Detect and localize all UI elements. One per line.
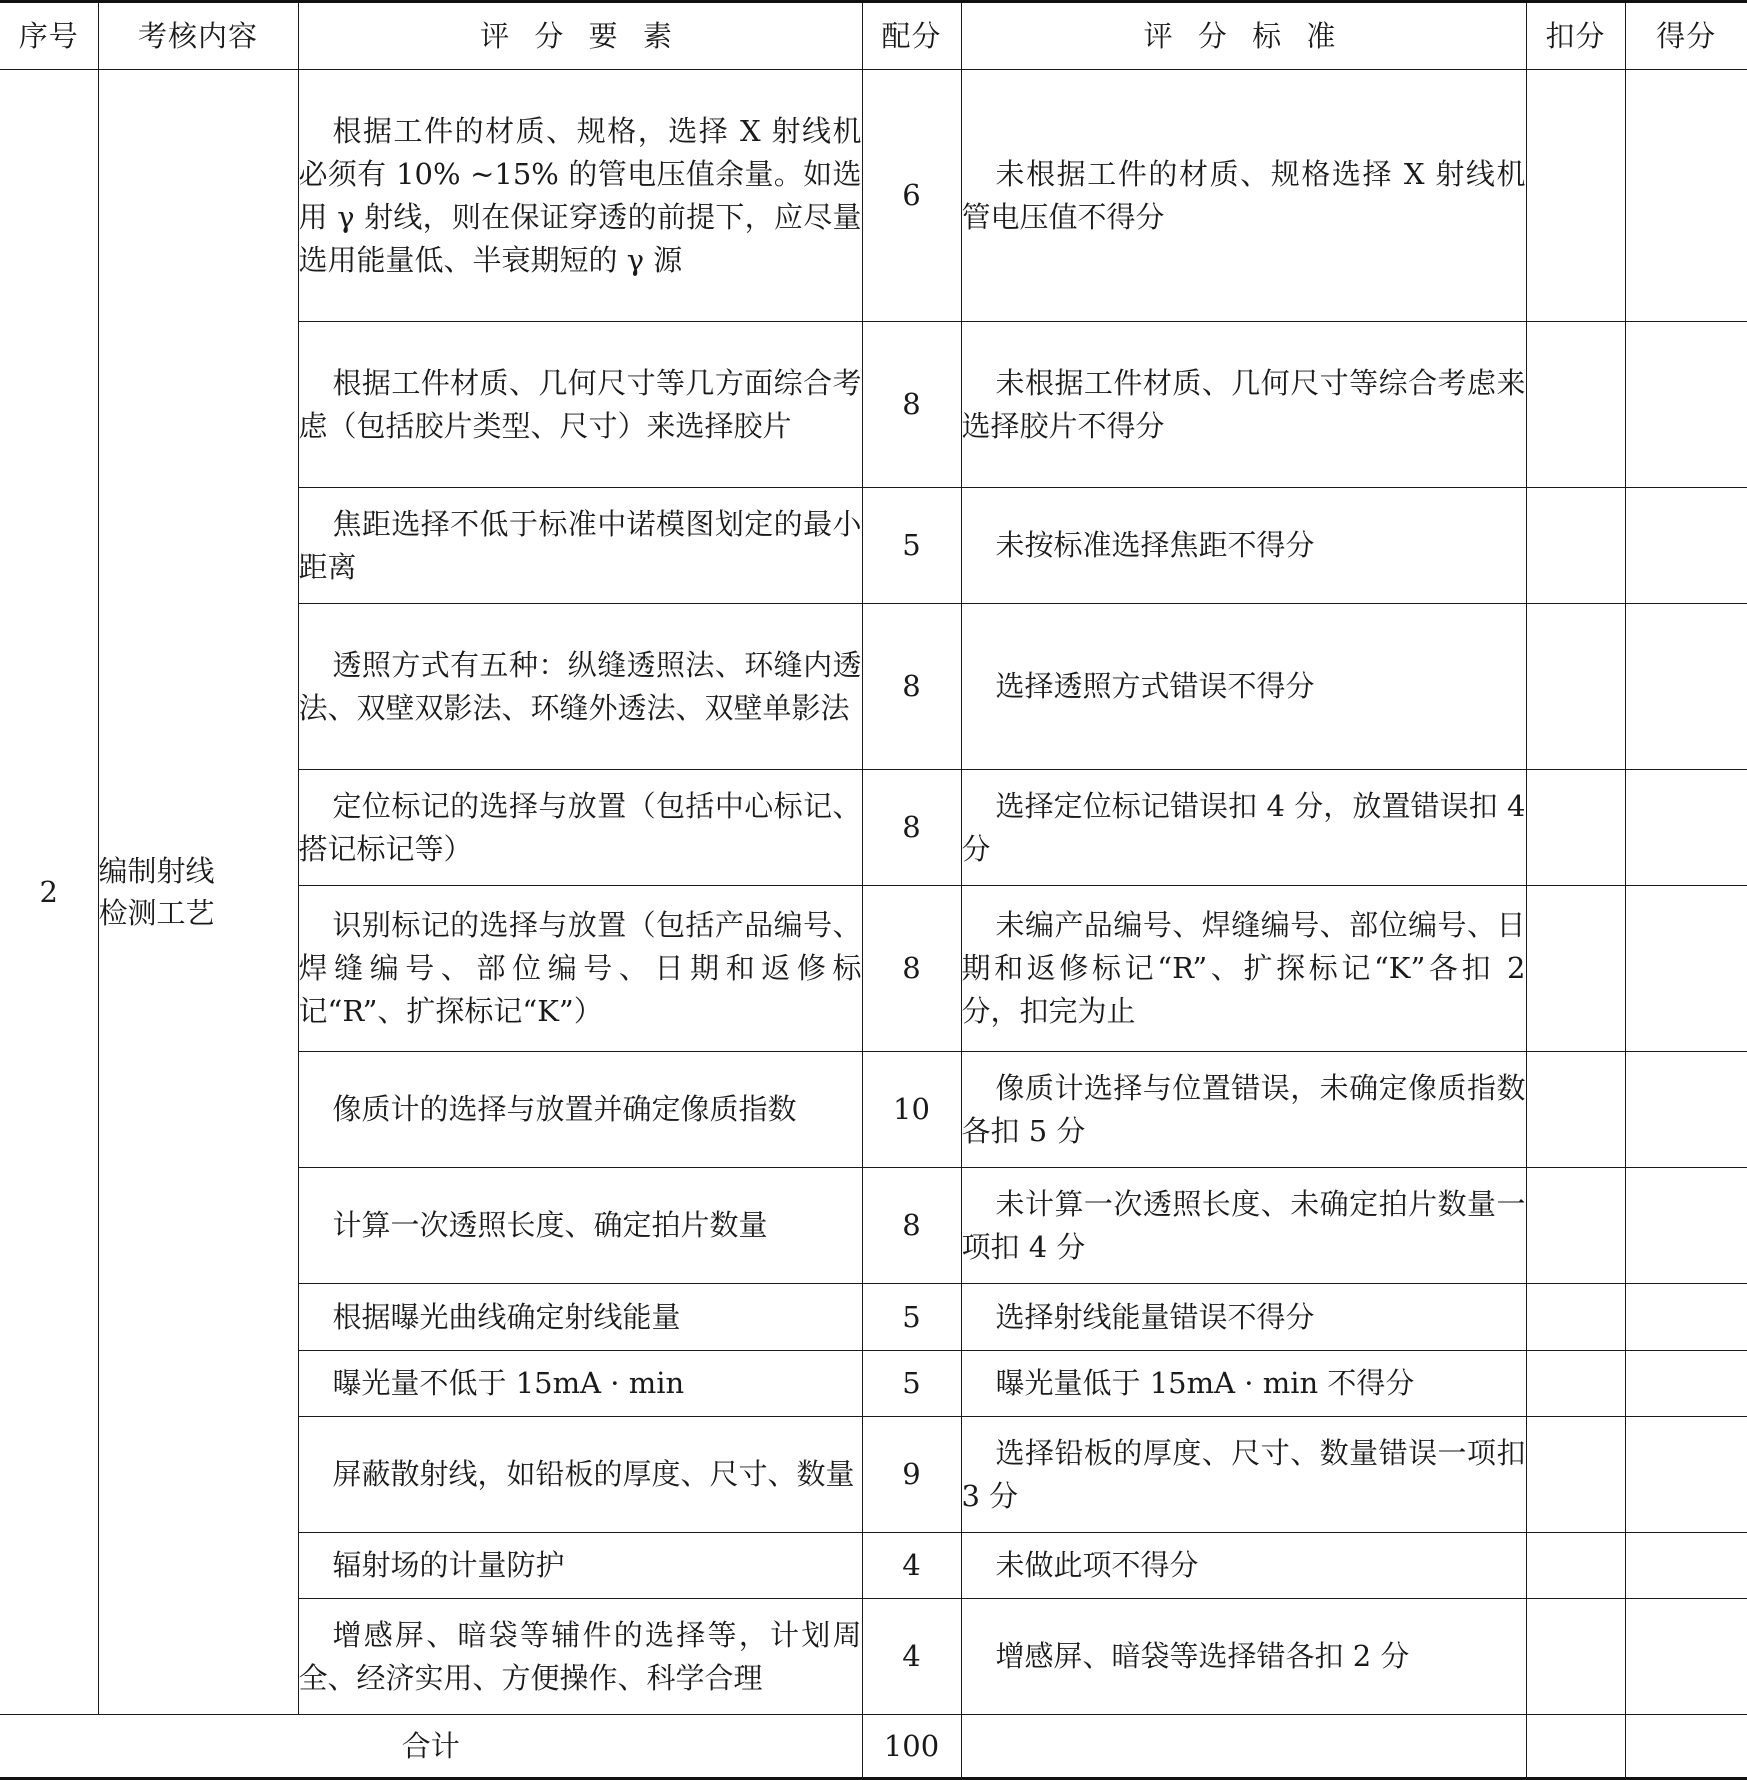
standard-cell: 未按标准选择焦距不得分 xyxy=(961,488,1526,604)
deduct-cell[interactable] xyxy=(1526,1533,1625,1599)
header-content: 考核内容 xyxy=(98,2,298,70)
section-index: 2 xyxy=(0,70,98,1715)
element-cell: 增感屏、暗袋等辅件的选择等，计划周全、经济实用、方便操作、科学合理 xyxy=(298,1599,862,1715)
element-cell: 像质计的选择与放置并确定像质指数 xyxy=(298,1052,862,1168)
score-cell: 4 xyxy=(862,1533,961,1599)
deduct-cell[interactable] xyxy=(1526,1351,1625,1417)
standard-cell: 曝光量低于 15mA · min 不得分 xyxy=(961,1351,1526,1417)
header-index: 序号 xyxy=(0,2,98,70)
header-earned: 得分 xyxy=(1625,2,1747,70)
header-row xyxy=(0,2,1747,70)
standard-cell: 未根据工件的材质、规格选择 X 射线机管电压值不得分 xyxy=(961,70,1526,322)
score-cell: 8 xyxy=(862,886,961,1052)
deduct-cell[interactable] xyxy=(1526,488,1625,604)
score-cell: 5 xyxy=(862,1284,961,1351)
standard-cell: 未根据工件材质、几何尺寸等综合考虑来选择胶片不得分 xyxy=(961,322,1526,488)
total-earned-cell[interactable] xyxy=(1625,1715,1747,1779)
section-content-line2: 检测工艺 xyxy=(98,896,215,930)
section-content-line1: 编制射线 xyxy=(98,854,215,888)
earned-cell[interactable] xyxy=(1625,70,1747,322)
standard-cell: 选择射线能量错误不得分 xyxy=(961,1284,1526,1351)
score-cell: 4 xyxy=(862,1599,961,1715)
element-cell: 识别标记的选择与放置（包括产品编号、焊缝编号、部位编号、日期和返修标记“R”、扩探标记“K”） xyxy=(298,886,862,1052)
score-cell: 5 xyxy=(862,488,961,604)
standard-cell: 像质计选择与位置错误，未确定像质指数各扣 5 分 xyxy=(961,1052,1526,1168)
element-cell: 计算一次透照长度、确定拍片数量 xyxy=(298,1168,862,1284)
element-cell: 透照方式有五种：纵缝透照法、环缝内透法、双壁双影法、环缝外透法、双壁单影法 xyxy=(298,604,862,770)
deduct-cell[interactable] xyxy=(1526,1417,1625,1533)
earned-cell[interactable] xyxy=(1625,322,1747,488)
earned-cell[interactable] xyxy=(1625,886,1747,1052)
element-cell: 根据工件材质、几何尺寸等几方面综合考虑（包括胶片类型、尺寸）来选择胶片 xyxy=(298,322,862,488)
score-cell: 5 xyxy=(862,1351,961,1417)
standard-cell: 未计算一次透照长度、未确定拍片数量一项扣 4 分 xyxy=(961,1168,1526,1284)
standard-cell: 选择透照方式错误不得分 xyxy=(961,604,1526,770)
deduct-cell[interactable] xyxy=(1526,1599,1625,1715)
deduct-cell[interactable] xyxy=(1526,1052,1625,1168)
element-cell: 定位标记的选择与放置（包括中心标记、搭记标记等） xyxy=(298,770,862,886)
element-cell: 屏蔽散射线，如铅板的厚度、尺寸、数量 xyxy=(298,1417,862,1533)
earned-cell[interactable] xyxy=(1625,488,1747,604)
deduct-cell[interactable] xyxy=(1526,70,1625,322)
header-deduct: 扣分 xyxy=(1526,2,1625,70)
deduct-cell[interactable] xyxy=(1526,770,1625,886)
element-cell: 根据工件的材质、规格，选择 X 射线机必须有 10% ~15% 的管电压值余量。如选用 γ 射线，则在保证穿透的前提下，应尽量选用能量低、半衰期短的 γ 源 xyxy=(298,70,862,322)
earned-cell[interactable] xyxy=(1625,604,1747,770)
earned-cell[interactable] xyxy=(1625,1284,1747,1351)
score-cell: 8 xyxy=(862,322,961,488)
score-cell: 8 xyxy=(862,770,961,886)
deduct-cell[interactable] xyxy=(1526,1168,1625,1284)
total-label: 合计 xyxy=(0,1715,862,1779)
total-standard-cell xyxy=(961,1715,1526,1779)
total-score: 100 xyxy=(862,1715,961,1779)
score-cell: 8 xyxy=(862,604,961,770)
earned-cell[interactable] xyxy=(1625,1351,1747,1417)
header-score: 配分 xyxy=(862,2,961,70)
score-cell: 9 xyxy=(862,1417,961,1533)
earned-cell[interactable] xyxy=(1625,1599,1747,1715)
earned-cell[interactable] xyxy=(1625,1168,1747,1284)
deduct-cell[interactable] xyxy=(1526,604,1625,770)
table-row xyxy=(0,70,1747,322)
standard-cell: 未编产品编号、焊缝编号、部位编号、日期和返修标记“R”、扩探标记“K”各扣 2 分，扣完为止 xyxy=(961,886,1526,1052)
standard-cell: 增感屏、暗袋等选择错各扣 2 分 xyxy=(961,1599,1526,1715)
score-cell: 8 xyxy=(862,1168,961,1284)
deduct-cell[interactable] xyxy=(1526,1284,1625,1351)
total-row xyxy=(0,1715,1747,1779)
earned-cell[interactable] xyxy=(1625,770,1747,886)
element-cell: 根据曝光曲线确定射线能量 xyxy=(298,1284,862,1351)
header-element: 评 分 要 素 xyxy=(298,2,862,70)
header-standard: 评 分 标 准 xyxy=(961,2,1526,70)
section-content xyxy=(98,70,298,1715)
standard-cell: 选择铅板的厚度、尺寸、数量错误一项扣 3 分 xyxy=(961,1417,1526,1533)
deduct-cell[interactable] xyxy=(1526,886,1625,1052)
earned-cell[interactable] xyxy=(1625,1052,1747,1168)
standard-cell: 选择定位标记错误扣 4 分，放置错误扣 4 分 xyxy=(961,770,1526,886)
total-deduct-cell[interactable] xyxy=(1526,1715,1625,1779)
element-cell: 辐射场的计量防护 xyxy=(298,1533,862,1599)
score-cell: 6 xyxy=(862,70,961,322)
deduct-cell[interactable] xyxy=(1526,322,1625,488)
score-cell: 10 xyxy=(862,1052,961,1168)
element-cell: 焦距选择不低于标准中诺模图划定的最小距离 xyxy=(298,488,862,604)
earned-cell[interactable] xyxy=(1625,1533,1747,1599)
element-cell: 曝光量不低于 15mA · min xyxy=(298,1351,862,1417)
earned-cell[interactable] xyxy=(1625,1417,1747,1533)
standard-cell: 未做此项不得分 xyxy=(961,1533,1526,1599)
